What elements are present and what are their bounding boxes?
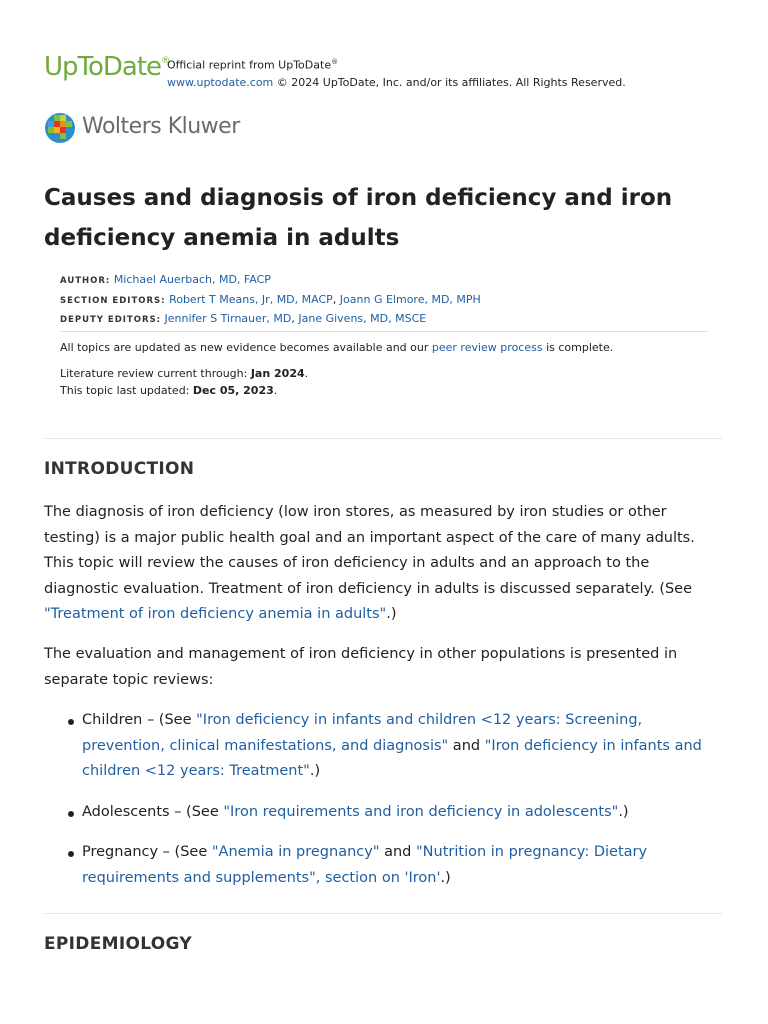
update-notice (60, 339, 710, 356)
notice-prefix: All topics are updated as new evidence becomes available and our (60, 341, 432, 354)
deputy-editor-link-2[interactable]: Jane Givens, MD, MSCE (298, 312, 427, 325)
reprint-notice (167, 54, 727, 91)
reprint-text: Official reprint from UpToDate (167, 58, 332, 72)
author-colon: : (105, 276, 111, 286)
intro-p1-text: The diagnosis of iron deficiency (low iron stores, as measured by iron studies or other testing) is a major public health goal and an important aspect of the care of many adults. This topic will review the causes of iron deficiency in adults and an approach to the diagnostic evaluation. Treatment of iron deficiency in adults is discussed separately. (See (44, 504, 695, 597)
section-editor-link-2[interactable]: Joann G Elmore, MD, MPH (339, 292, 481, 306)
notice-suffix: is complete. (542, 341, 614, 354)
adolescents-end: .) (618, 803, 629, 820)
author-row (60, 271, 710, 291)
meta-divider (60, 331, 708, 332)
section-divider-intro (44, 438, 722, 439)
intro-paragraph-1 (44, 500, 724, 628)
article-title: Causes and diagnosis of iron deficiency and iron deficiency anemia in adults (44, 185, 673, 251)
section-editor-link-1[interactable]: Robert T Means, Jr, MD, MACP (169, 292, 333, 306)
uptodate-logo-reg: ® (161, 56, 171, 67)
uptodate-logo[interactable] (44, 52, 170, 82)
section-editors-colon: : (161, 295, 166, 306)
pregnancy-text: Pregnancy – (See (82, 844, 212, 860)
nutrition-pregnancy-link[interactable]: "Nutrition in pregnancy: Dietary requirements and supplements", section on 'Iron' (82, 844, 648, 886)
intro-p1-end: .) (386, 606, 397, 622)
uptodate-logo-text: UpToDate (44, 52, 162, 82)
treatment-link[interactable]: "Treatment of iron deficiency anemia in adults" (44, 606, 387, 622)
epidemiology-heading: EPIDEMIOLOGY (44, 934, 192, 954)
list-item-adolescents (44, 800, 724, 826)
bullet-dot (68, 719, 74, 725)
anemia-pregnancy-link[interactable]: "Anemia in pregnancy" (211, 844, 380, 860)
reprint-header (44, 50, 744, 90)
pregnancy-end: .) (440, 869, 451, 886)
section-editors-row: SECTION EDITORS: Robert T Means, Jr, MD, MACP, Joann G Elmore, MD, MPH (60, 292, 481, 306)
section-divider-epidemiology (44, 913, 722, 914)
introduction-heading: INTRODUCTION (44, 459, 195, 479)
intro-paragraph-2: The evaluation and management of iron deficiency in other populations is presented in separate topic reviews: (44, 646, 678, 688)
list-item-children (44, 708, 724, 785)
bullet-dot (68, 851, 74, 857)
children-treatment-link[interactable]: "Iron deficiency in infants and children <12 years: Treatment" (82, 737, 702, 779)
wolters-kluwer-mark-icon (44, 112, 76, 144)
deputy-editors-colon: : (156, 315, 162, 325)
review-row: Literature review current through: Jan 2024. (60, 367, 309, 380)
list-item-pregnancy (44, 840, 724, 891)
deputy-editors-row: DEPUTY EDITORS: Jennifer S Tirnauer, MD, Jane Givens, MD, MSCE (60, 312, 427, 325)
adolescents-link[interactable]: "Iron requirements and iron deficiency in adolescents" (223, 803, 619, 820)
review-dates (60, 365, 710, 399)
updated-label: This topic last updated: (60, 384, 193, 397)
bullet-dot (68, 811, 74, 817)
wolters-kluwer-logo[interactable] (44, 112, 284, 146)
updated-date: Dec 05, 2023 (192, 384, 274, 397)
children-text: Children – (See (82, 712, 197, 728)
author-link[interactable]: Michael Auerbach, MD, FACP (113, 273, 271, 286)
children-diagnosis-link[interactable]: "Iron deficiency in infants and children <12 years: Screening, prevention, clinical manifestations, and diagnosis" (82, 712, 643, 754)
review-label: Literature review current through: (60, 367, 251, 380)
children-and: and (448, 737, 485, 754)
updated-row: This topic last updated: Dec 05, 2023. (60, 384, 278, 397)
deputy-editor-link-1[interactable]: Jennifer S Tirnauer, MD (164, 312, 292, 325)
section-editors-label: SECTION EDITORS (60, 295, 162, 306)
peer-review-link[interactable]: peer review process (431, 341, 543, 354)
pregnancy-and: and (379, 844, 416, 860)
article-contributors (60, 271, 710, 330)
adolescents-text: Adolescents – (See (82, 803, 224, 820)
wolters-kluwer-text: Wolters Kluwer (82, 114, 240, 139)
deputy-editors-label: DEPUTY EDITORS (60, 315, 157, 325)
review-date: Jan 2024 (250, 367, 305, 380)
author-label: AUTHOR (60, 276, 106, 286)
copyright-text: © 2024 UpToDate, Inc. and/or its affiliates. All Rights Reserved. (273, 75, 626, 89)
uptodate-site-link[interactable]: www.uptodate.com (167, 75, 274, 89)
children-end: .) (309, 763, 321, 779)
reprint-reg: ® (331, 58, 339, 66)
populations-list (44, 708, 724, 906)
